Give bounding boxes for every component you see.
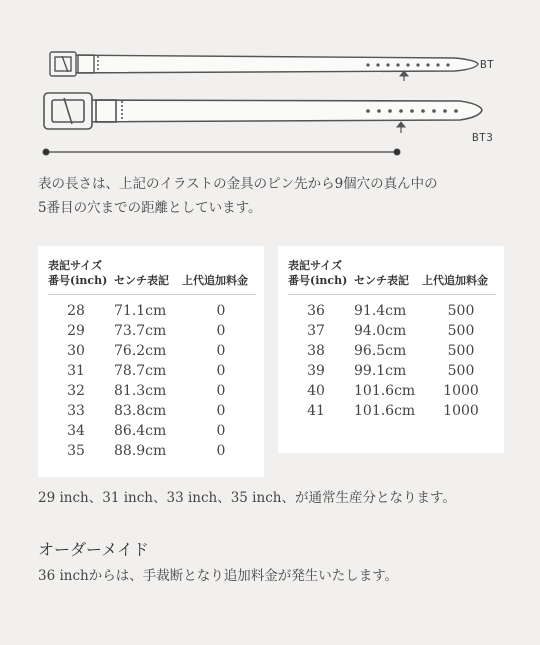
belt-bt-holes xyxy=(366,63,449,66)
cell-price: 0 xyxy=(216,303,226,319)
table-row xyxy=(48,381,256,401)
cell-price: 0 xyxy=(216,403,226,419)
table-row xyxy=(288,361,496,381)
table-row xyxy=(48,341,256,361)
cell-size: 38 xyxy=(307,343,325,359)
size-table-left xyxy=(38,246,264,477)
cell-price: 1000 xyxy=(443,403,479,419)
belt-bt3-arrow xyxy=(397,122,405,133)
cell-price: 500 xyxy=(447,343,475,359)
table-header xyxy=(288,258,496,295)
cell-size: 34 xyxy=(67,423,85,439)
belt-diagram xyxy=(0,0,540,170)
cell-price: 1000 xyxy=(443,383,479,399)
cell-size: 40 xyxy=(307,383,325,399)
header-size xyxy=(48,258,114,288)
cell-size: 35 xyxy=(67,443,85,459)
cell-cm: 81.3cm xyxy=(114,383,167,399)
cell-cm: 78.7cm xyxy=(114,363,167,379)
cell-cm: 86.4cm xyxy=(114,423,167,439)
length-description xyxy=(38,172,518,220)
size-table-right xyxy=(278,246,504,453)
cell-price: 0 xyxy=(216,323,226,339)
table-row xyxy=(48,321,256,341)
cell-price: 0 xyxy=(216,363,226,379)
belt-illustration xyxy=(0,0,540,170)
measurement-line xyxy=(43,149,400,155)
standard-production-note: 29 inch、31 inch、33 inch、35 inch、が通常生産分となります。 xyxy=(38,490,456,506)
header-price: 上代追加料金 xyxy=(422,274,488,287)
cell-cm: 83.8cm xyxy=(114,403,167,419)
order-made-text: 36 inchからは、手裁断となり追加料金が発生いたします。 xyxy=(38,568,399,584)
header-size-line1: 表記サイズ xyxy=(48,259,103,272)
cell-cm: 91.4cm xyxy=(354,303,407,319)
header-size-line2: 番号(inch) xyxy=(48,274,108,287)
belt-bt-drawing xyxy=(50,52,478,76)
cell-cm: 101.6cm xyxy=(354,383,416,399)
cell-price: 0 xyxy=(216,443,226,459)
belt-bt3-holes xyxy=(366,109,458,113)
cell-cm: 73.7cm xyxy=(114,323,167,339)
cell-size: 36 xyxy=(307,303,325,319)
header-size-line1: 表記サイズ xyxy=(288,259,343,272)
cell-price: 0 xyxy=(216,423,226,439)
cell-cm: 88.9cm xyxy=(114,443,167,459)
table-row xyxy=(48,401,256,421)
description-line-2: 5番目の穴までの距離としています。 xyxy=(38,200,262,216)
table-body xyxy=(48,301,256,461)
cell-size: 41 xyxy=(307,403,325,419)
cell-size: 37 xyxy=(307,323,325,339)
table-row xyxy=(48,301,256,321)
cell-cm: 101.6cm xyxy=(354,403,416,419)
table-header xyxy=(48,258,256,295)
cell-price: 500 xyxy=(447,303,475,319)
header-cm: センチ表記 xyxy=(354,274,409,287)
cell-size: 39 xyxy=(307,363,325,379)
cell-price: 500 xyxy=(447,363,475,379)
table-row xyxy=(288,401,496,421)
cell-price: 0 xyxy=(216,383,226,399)
table-row xyxy=(288,341,496,361)
table-row xyxy=(48,441,256,461)
cell-cm: 96.5cm xyxy=(354,343,407,359)
cell-size: 32 xyxy=(67,383,85,399)
header-price: 上代追加料金 xyxy=(182,274,248,287)
cell-cm: 76.2cm xyxy=(114,343,167,359)
belt-label-bt3: BT3 xyxy=(472,131,494,144)
table-row xyxy=(48,361,256,381)
order-made-title: オーダーメイド xyxy=(38,540,149,559)
header-size xyxy=(288,258,354,288)
cell-cm: 71.1cm xyxy=(114,303,167,319)
cell-cm: 94.0cm xyxy=(354,323,407,339)
cell-size: 30 xyxy=(67,343,85,359)
cell-size: 28 xyxy=(67,303,85,319)
belt-bt-arrow xyxy=(400,71,408,81)
header-size-line2: 番号(inch) xyxy=(288,274,348,287)
cell-price: 0 xyxy=(216,343,226,359)
table-row xyxy=(48,421,256,441)
description-line-1: 表の長さは、上記のイラストの金具のピン先から9個穴の真ん中の xyxy=(38,176,438,192)
table-body xyxy=(288,301,496,421)
header-cm: センチ表記 xyxy=(114,274,169,287)
cell-cm: 99.1cm xyxy=(354,363,407,379)
table-row xyxy=(288,381,496,401)
belt-bt3-drawing xyxy=(44,93,482,129)
cell-size: 29 xyxy=(67,323,85,339)
cell-size: 33 xyxy=(67,403,85,419)
cell-size: 31 xyxy=(67,363,85,379)
cell-price: 500 xyxy=(447,323,475,339)
table-row xyxy=(288,321,496,341)
table-row xyxy=(288,301,496,321)
belt-label-bt: BT xyxy=(480,58,495,71)
